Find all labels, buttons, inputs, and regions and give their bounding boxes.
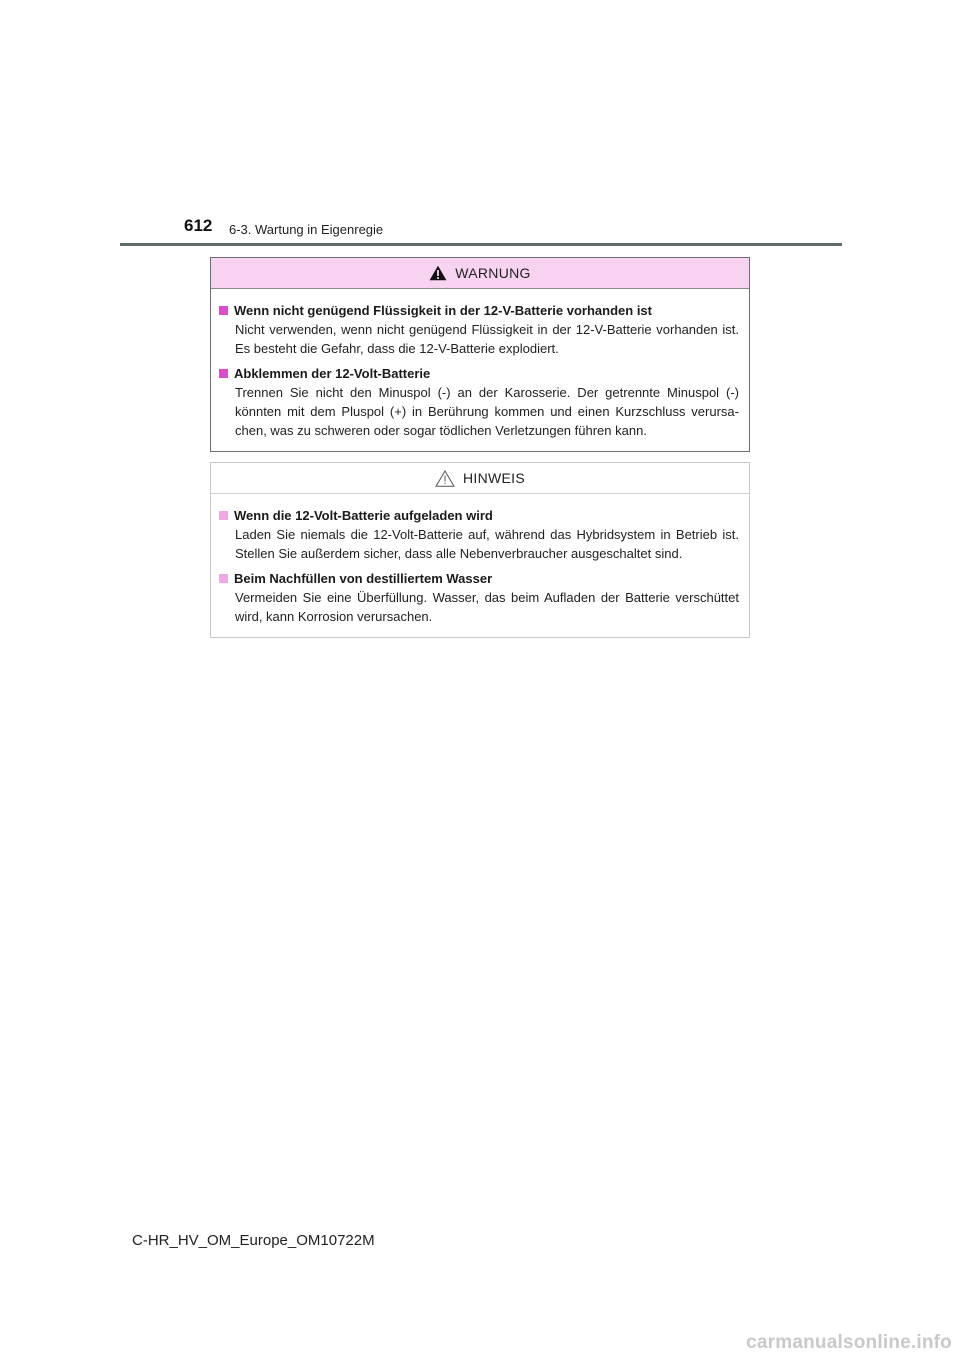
warning-item-title-text: Abklemmen der 12-Volt-Batterie [234,366,431,381]
warning-triangle-filled-icon [429,265,447,281]
notice-item-text: Laden Sie niemals die 12-Volt-Batterie auf, während das Hybridsystem in Betrieb ist. Stellen Sie außerdem sicher, dass alle Nebenverbraucher ausgeschaltet sind. [235,527,739,561]
warning-item-title-text: Wenn nicht genügend Flüssigkeit in der 12-V-Batterie vorhanden ist [234,303,652,318]
notice-box [210,462,750,638]
notice-item [219,506,739,563]
notice-item-title-text: Wenn die 12-Volt-Batterie aufgeladen wird [234,508,493,523]
warning-box-header [211,258,749,289]
watermark: carmanualsonline.info [746,1332,952,1353]
square-bullet-icon [219,574,228,583]
notice-box-header [211,463,749,494]
document-id: C-HR_HV_OM_Europe_OM10722M [132,1232,375,1249]
notice-item [219,569,739,626]
notice-body [211,494,749,626]
notice-title: HINWEIS [463,470,525,486]
warning-title: WARNUNG [455,265,531,281]
warning-item-title [219,364,739,383]
warning-body [211,289,749,440]
warning-item [219,364,739,440]
notice-item-title [219,569,739,588]
warning-item-text: Trennen Sie nicht den Minuspol (-) an der Karosserie. Der getrennte Minuspol (-) könnten mit dem Pluspol (+) in Berührung kommen und einen Kurzschluss verursa-chen, was zu schweren oder sogar tödlichen Verletzungen führen kann. [235,385,739,438]
notice-item-title [219,506,739,525]
warning-item-text: Nicht verwenden, wenn nicht genügend Flüssigkeit in der 12-V-Batterie vorhanden ist. Es besteht die Gefahr, dass die 12-V-Batterie explodiert. [235,322,739,356]
page-number: 612 [184,216,213,235]
square-bullet-icon [219,511,228,520]
warning-triangle-outline-icon [435,470,455,487]
square-bullet-icon [219,306,228,315]
square-bullet-icon [219,369,228,378]
warning-item [219,301,739,358]
notice-item-title-text: Beim Nachfüllen von destilliertem Wasser [234,571,493,586]
warning-box [210,257,750,452]
section-title: 6-3. Wartung in Eigenregie [229,222,384,237]
notice-item-text: Vermeiden Sie eine Überfüllung. Wasser, das beim Aufladen der Batterie verschüttet wird, kann Korrosion verursachen. [235,590,739,624]
warning-item-title [219,301,739,320]
header-divider [120,243,842,246]
